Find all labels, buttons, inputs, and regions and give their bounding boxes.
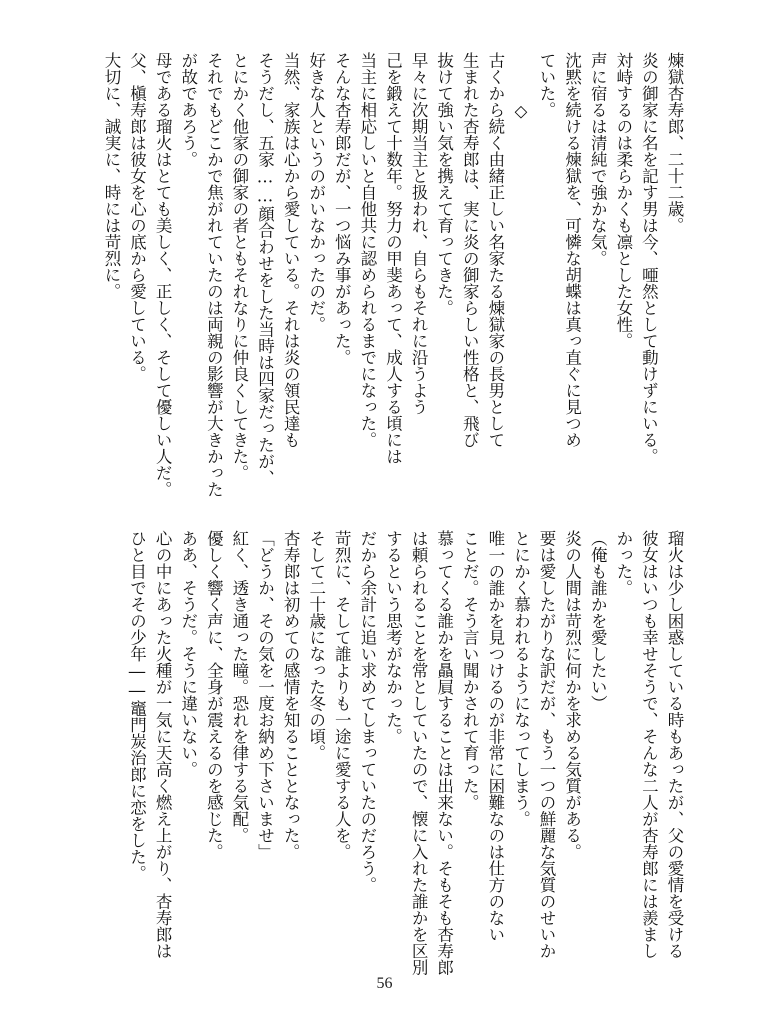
text-line: 沈黙を続ける煉獄を、可憐な胡蝶は真っ直ぐに見つめ [562,52,582,448]
text-line: 紅く、透き通った瞳。恐れを律する気配。 [229,530,249,844]
text-line: とにかく慕われるようになってしまう。 [511,530,531,827]
text-line: は頼られることを常としていたので、懐に入れた誰かを区別 [409,530,429,976]
text-line: とにかく他家の御家の者ともそれなりに仲良くしてきた。 [229,52,249,481]
text-line: だから余計に追い求めてしまっていたのだろう。 [357,530,377,893]
text-line: 唯一の誰かを見つけるのが非常に困難なのは仕方のない [485,530,505,943]
text-line: 己を鍛えて十数年。努力の甲斐あって、成人する頃には [383,52,403,465]
text-line: 好きな人というのがいなかったのだ。 [306,52,326,333]
dialogue-line: 「どうか、その気を一度お納め下さいませ」 [255,530,275,860]
text-line: 要は愛したがりな訳だが、もう一つの鮮麗な気質のせいか [537,530,557,959]
text-line: 炎の人間は苛烈に何かを求める気質がある。 [562,530,582,860]
text-line: そうだし、五家……顔合わせをした当時は四家だったが、 [255,52,275,486]
text-line: 彼女はいつも幸せそうで、そんな二人が杏寿郎には羨まし [639,530,659,959]
text-line: 対峙するのは柔らかくも凛とした女性。 [613,52,633,349]
text-line: ひと目でその少年――竈門炭治郎に恋をした。 [127,530,147,882]
upper-text-section [101,52,687,498]
text-line: 当主に相応しいと自他共に認められるまでになった。 [357,52,377,448]
text-line: が故であろう。 [178,52,198,168]
text-line: 早々に次期当主と扱われ、自らもそれに沿うよう [409,52,429,415]
text-line: 炎の御家に名を記す男は今、唖然として動けずにいる。 [639,52,659,465]
text-line: 古くから続く由緒正しい名家たる煉獄家の長男として [485,52,505,448]
text-line: それでもどこかで焦がれていたのは両親の影響が大きかった [204,52,224,498]
page-number: 56 [376,975,393,992]
text-line: ああ、そうだ。そうに違いない。 [178,530,198,778]
inner-thought-line: （俺も誰かを愛したい） [588,530,608,712]
text-line: 母である瑠火はとても美しく、正しく、そして優しい人だ。 [153,52,173,498]
text-line: そして二十歳になった冬の頃。 [306,530,326,761]
text-line: 苛烈に、そして誰よりも一途に愛する人を。 [332,530,352,860]
text-line: ていた。 [537,52,557,118]
text-line: するという思考がなかった。 [383,530,403,745]
text-line: 当然、家族は心から愛している。それは炎の領民達も [281,52,301,448]
text-line: 杏寿郎は初めての感情を知ることとなった。 [281,530,301,860]
text-line: そんな杏寿郎だが、一つ悩み事があった。 [332,52,352,366]
text-line: 煉獄杏寿郎、二十二歳。 [665,52,684,234]
text-line: 大切に、誠実に、時には苛烈に。 [101,52,121,300]
text-line: 父、槇寿郎は彼女を心の底から愛している。 [127,52,147,382]
text-line: 瑠火は少し困惑している時もあったが、父の愛情を受ける [665,530,684,959]
section-break-diamond: ◇ [511,52,531,121]
text-line: 生まれた杏寿郎は、実に炎の御家らしい性格と、飛び [460,52,480,448]
text-line: 声に宿るは清純で強かな気。 [588,52,608,267]
text-line: 抜けて強い気を携えて育ってきた。 [434,52,454,316]
text-line: ことだ。そう言い聞かされて育った。 [460,530,480,811]
lower-text-section [127,530,687,976]
text-line: 優しく響く声に、全身が震えるのを感じた。 [204,530,224,860]
text-line: かった。 [613,530,633,596]
text-line: 心の中にあった火種が一気に天高く燃え上がり、杏寿郎は [153,530,173,959]
text-line: 慕ってくる誰かを贔屓することは出来ない。そもそも杏寿郎 [434,530,454,976]
